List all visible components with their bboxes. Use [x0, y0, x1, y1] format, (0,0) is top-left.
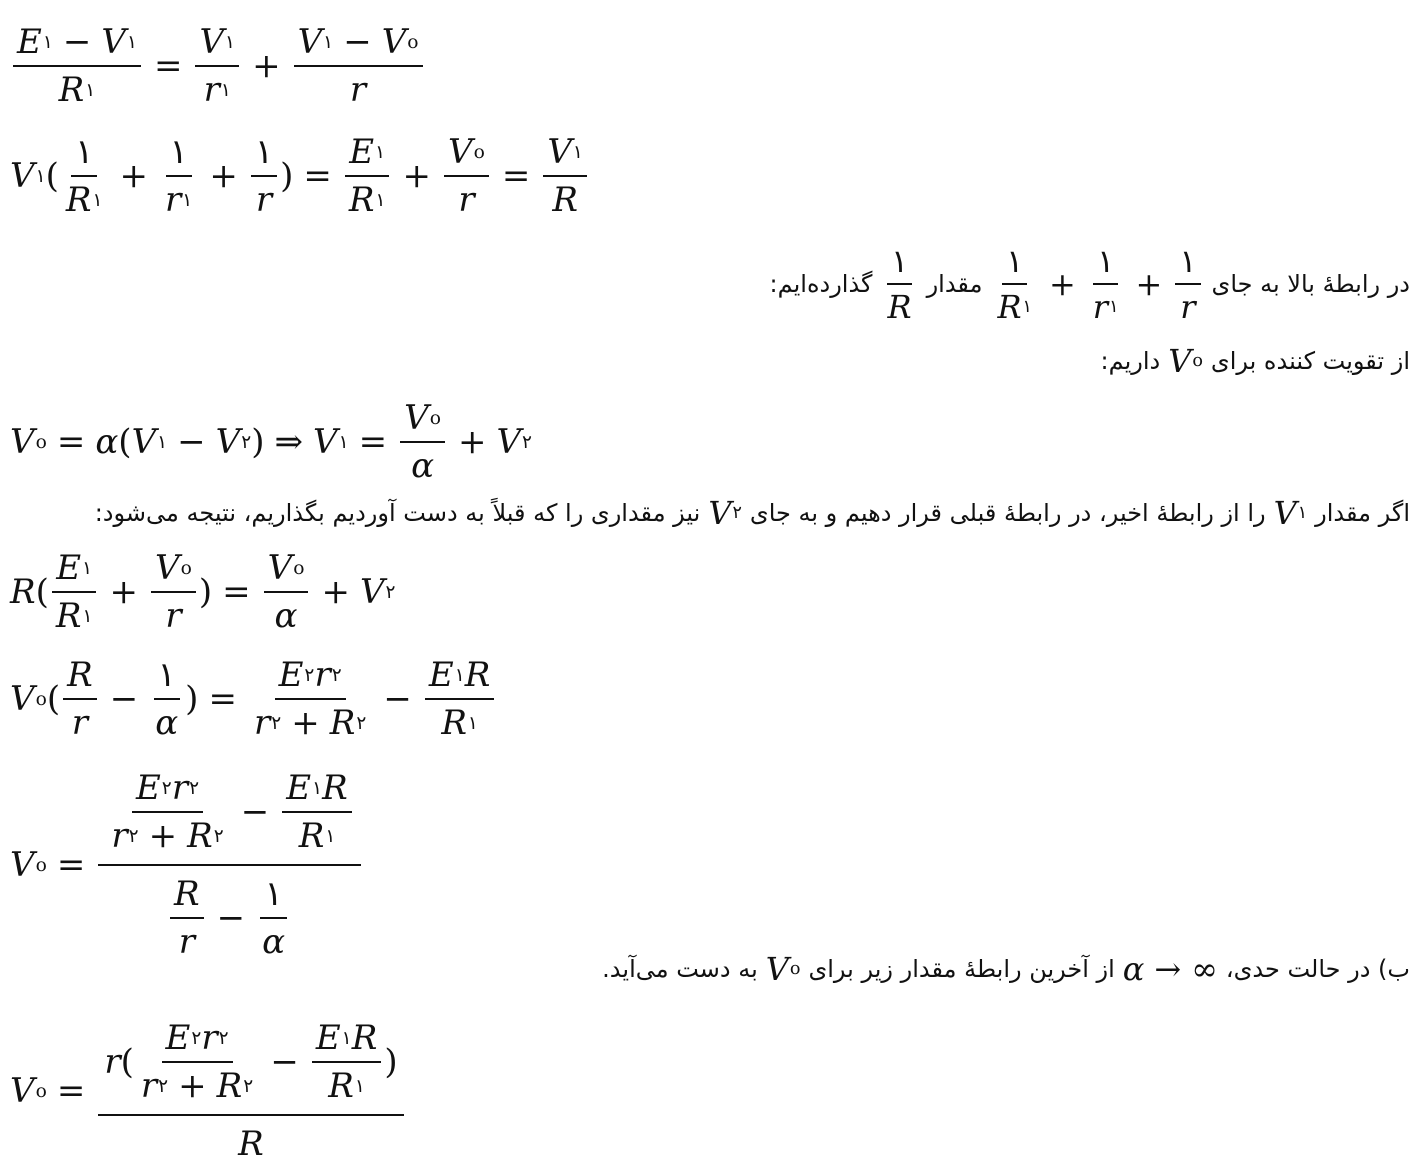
text-amplifier: از تقویت کننده برای V o داریم:: [1100, 342, 1410, 380]
equation-grouped: V ۱ ( ۱ R ۱ + ۱ r ۱ + ۱ r ) = E ۱ R ۱ + V o r = V ۱ R: [10, 132, 590, 220]
equation-solved: V o = E ۲ r ۲ r ۲ + R ۲ − E ۱ R R ۱ R r − ۱ α: [10, 760, 364, 970]
text-limit: ب) در حالت حدی، α → ∞ از آخرین رابطۀ مقدار زیر برای V o به دست می‌آید.: [602, 950, 1410, 988]
equation-substituted: R ( E ۱ R ۱ + V o r ) = V o α + V ۲: [10, 548, 396, 636]
equation-limit: V o = r ( E ۲ r ۲ r ۲ + R ۲ − E ۱ R R ۱ ) R: [10, 1010, 407, 1172]
equation-kirchhoff: E ۱ − V ۱ R ۱ = V ۱ r ۱ + V ۱ − V o r: [10, 22, 426, 110]
equation-rearranged: V o ( R r − ۱ α ) = E ۲ r ۲ r ۲ + R ۲ − E ۱ R R ۱: [10, 655, 497, 743]
text-substitute: اگر مقدار V ۱ را از رابطۀ اخیر، در رابطۀ قبلی قرار دهیم و به جای V ۲ نیز مقداری را که قبلاً به دست آوردیم بگذاریم، نتیجه می‌شود:: [94, 494, 1410, 532]
text-replace: در رابطۀ بالا به جای ۱ R ۱ + ۱ r ۱ + ۱ r مقدار ۱ R گذارده‌ایم:: [769, 242, 1410, 326]
equation-amplifier: V o = α ( V ۱ − V ۲ ) ⇒ V ۱ = V o α + V ۲: [10, 398, 533, 486]
